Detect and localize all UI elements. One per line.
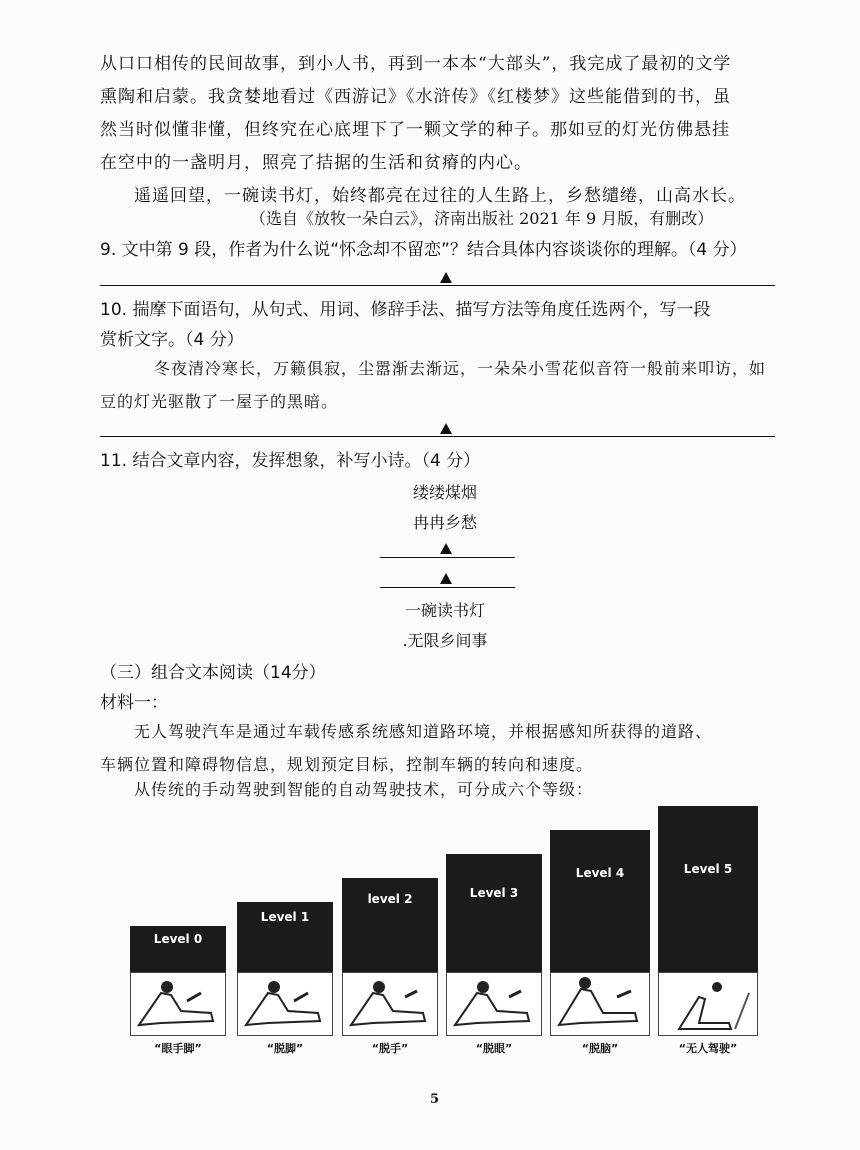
level-4-label: Level 4	[575, 866, 625, 880]
level-3-label: Level 3	[469, 886, 519, 900]
level-0-driver-icon	[130, 972, 226, 1036]
poem-line-2: 冉冉乡愁	[412, 513, 477, 532]
answer-marker-icon	[440, 543, 452, 554]
level-1-label: Level 1	[260, 910, 310, 924]
intro-line: 从口口相传的民间故事，到小人书，再到一本本“大部头”，我完成了最初的文学	[100, 54, 732, 74]
poem-answer-line-2[interactable]	[380, 587, 515, 588]
level-0	[130, 926, 226, 1060]
answer-line-10[interactable]	[100, 436, 775, 437]
level-2-driver-icon	[342, 972, 438, 1036]
question-11: 11. 结合文章内容，发挥想象，补写小诗。（4 分）	[100, 451, 481, 471]
intro-line: 然当时似懂非懂，但终究在心底埋下了一颗文学的种子。那如豆的灯光仿佛悬挂	[100, 120, 730, 140]
level-1-driver-icon	[237, 972, 333, 1036]
level-2	[342, 878, 438, 1060]
level-4-block	[550, 830, 650, 972]
level-4-driver-icon	[550, 972, 650, 1036]
poem-line-1: 缕缕煤烟	[412, 483, 477, 502]
level-2-caption: “脱手”	[371, 1042, 409, 1055]
poem-answer-line-1[interactable]	[380, 557, 515, 558]
question-10-quote	[100, 352, 790, 418]
intro-line: 熏陶和启蒙。我贪婪地看过《西游记》《水浒传》《红楼梦》这些能借到的书，虽	[100, 87, 731, 107]
level-3-block	[446, 854, 542, 972]
level-5	[658, 806, 758, 1060]
level-3	[446, 854, 542, 1060]
answer-marker-icon	[440, 272, 452, 283]
material-paragraph	[100, 715, 790, 781]
level-1	[237, 902, 333, 1060]
quote-line: 豆的灯光驱散了一屋子的黑暗。	[100, 392, 339, 411]
level-5-label: Level 5	[683, 862, 733, 876]
intro-paragraph	[100, 48, 790, 180]
answer-marker-icon	[440, 423, 452, 434]
level-1-block	[237, 902, 333, 972]
page-number: 5	[430, 1092, 440, 1107]
level-1-caption: “脱脚”	[266, 1042, 304, 1055]
level-0-caption: “眼手脚”	[154, 1042, 202, 1055]
material-line: 车辆位置和障碍物信息，规划预定目标，控制车辆的转向和速度。	[100, 755, 594, 774]
level-0-block	[130, 926, 226, 972]
level-5-caption: “无人驾驶”	[678, 1042, 738, 1055]
driving-levels-figure	[120, 790, 780, 1070]
poem-line-3: 一碗读书灯	[404, 601, 485, 620]
level-3-caption: “脱眼”	[475, 1042, 513, 1055]
source-citation: （选自《放牧一朵白云》，济南出版社 2021 年 9 月版，有删改）	[250, 209, 714, 228]
level-4	[550, 830, 650, 1060]
poem-line-4: .无限乡间事	[402, 631, 488, 650]
level-5-block	[658, 806, 758, 972]
levels-intro: 从传统的手动驾驶到智能的自动驾驶技术，可分成六个等级：	[134, 780, 594, 799]
answer-line-9[interactable]	[100, 285, 775, 286]
material-label: 材料一：	[100, 693, 168, 713]
question-9: 9. 文中第 9 段，作者为什么说“怀念却不留恋”？结合具体内容谈谈你的理解。（4 分）	[100, 240, 747, 260]
intro-line: 在空中的一盏明月，照亮了拮据的生活和贫瘠的内心。	[100, 153, 532, 173]
question-10-line1: 10. 揣摩下面语句，从句式、用词、修辞手法、描写方法等角度任选两个，写一段	[100, 300, 711, 320]
question-10-line2: 赏析文字。（4 分）	[100, 330, 244, 350]
level-2-block	[342, 878, 438, 972]
closing-line: 遥遥回望，一碗读书灯，始终都亮在过往的人生路上，乡愁缱绻，山高水长。	[134, 186, 746, 206]
level-3-driver-icon	[446, 972, 542, 1036]
quote-line: 冬夜清冷寒长，万籁俱寂，尘嚣渐去渐远，一朵朵小雪花似音符一般前来叩访，如	[154, 359, 767, 378]
section-heading: （三）组合文本阅读（14分）	[100, 663, 326, 683]
level-5-empty-seat-icon	[658, 972, 758, 1036]
level-0-label: Level 0	[153, 932, 203, 946]
answer-marker-icon	[440, 573, 452, 584]
level-4-caption: “脱脑”	[581, 1042, 619, 1055]
level-2-label: level 2	[367, 892, 413, 906]
material-line: 无人驾驶汽车是通过车载传感系统感知道路环境，并根据感知所获得的道路、	[134, 722, 713, 741]
